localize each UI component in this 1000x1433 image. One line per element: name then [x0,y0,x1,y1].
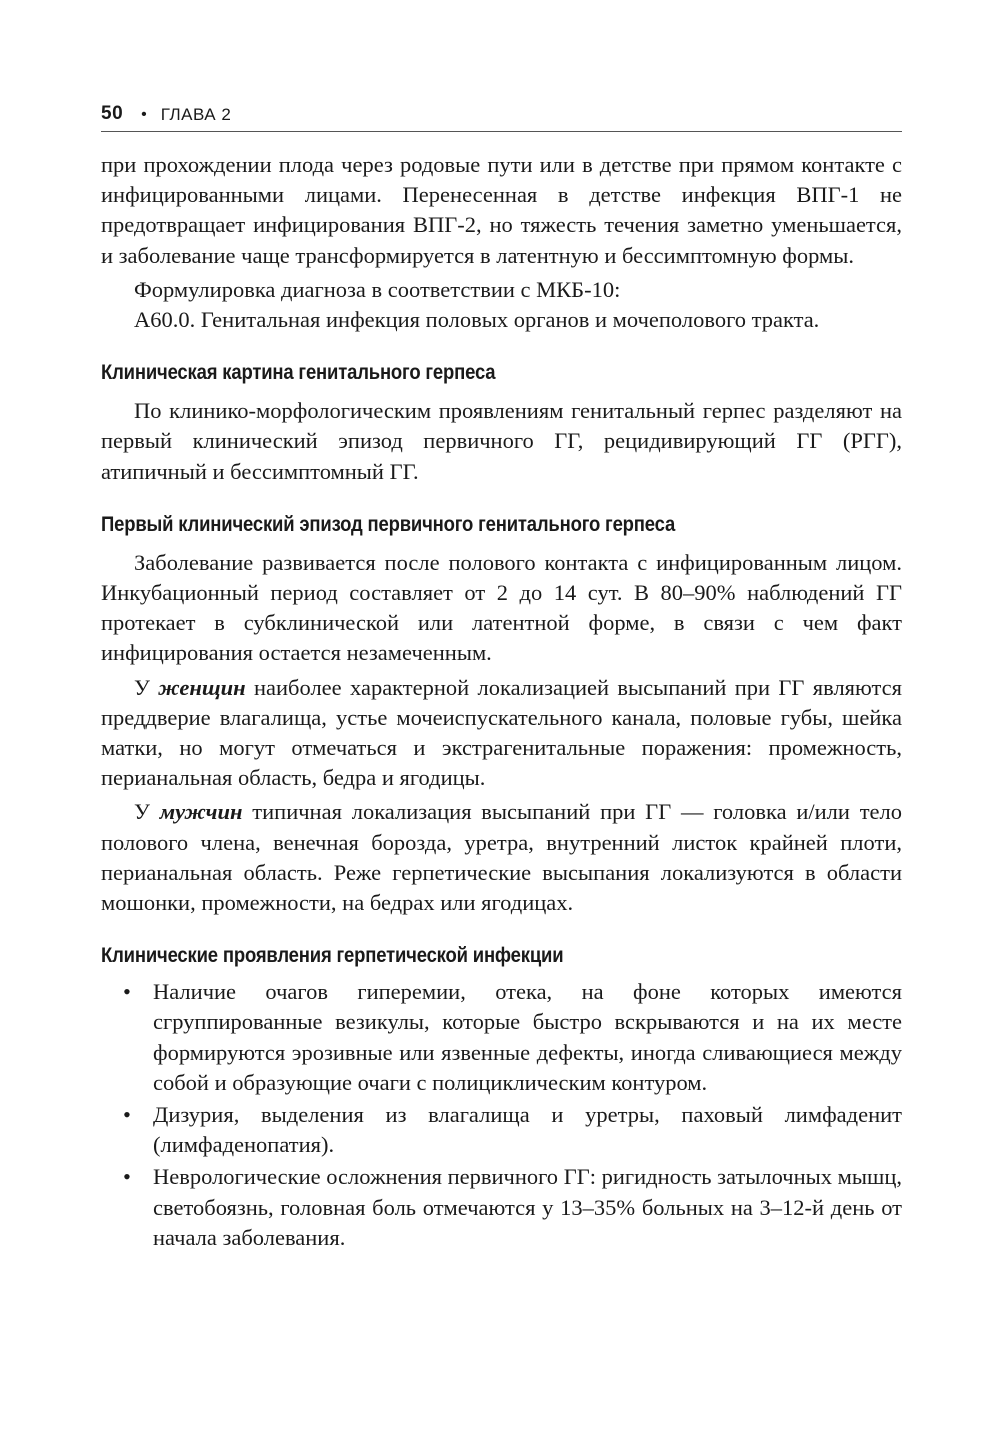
list-item [101,1100,902,1160]
intro-paragraph-1: при прохождении плода через родовые пути или в детстве при прямом контакте с инфицированными лицами. Перенесенная в детстве инфекция ВПГ-1 не предотвращает инфицирования ВПГ-2, но тяжесть течения заметно уменьшается, и заболевание чаще трансформируется в латентную и бессимптомную формы. [101,152,902,268]
list-item [101,1162,902,1253]
bullet-marker: • [123,1102,131,1128]
list-item-text: Наличие очагов гиперемии, отека, на фоне которых имеются сгруппированные везикулы, которые быстро вскрываются и на их месте формируются эрозивные или язвенные дефекты, иногда сливающиеся между собой и образующие очаги с полициклическим контуром. [153,979,902,1095]
section2-paragraph-3: У мужчин типичная локализация высыпаний при ГГ — головка и/или тело полового члена, венечная борозда, уретра, внутренний листок крайней плоти, перианальная область. Реже герпетические высыпания локализуются в области мошонки, промежности, на бедрах или ягодицах. [101,799,902,916]
chapter-title: ГЛАВА 2 [160,105,232,124]
header-separator: • [141,106,147,123]
section-heading-clinical-picture: Клиническая картина генитального герпеса [101,361,496,385]
list-item-text: Дизурия, выделения из влагалища и уретры, паховый лимфаденит (лимфаденопатия). [153,1102,902,1158]
page-body [101,150,902,1255]
bullet-marker: • [123,1164,131,1190]
bullet-marker: • [123,979,131,1005]
list-item-text: Неврологические осложнения первичного ГГ: ригидность затылочных мышц, светобоязнь, головная боль отмечаются у 13–35% больных на 3–12-й день от начала заболевания. [153,1164,902,1250]
intro-paragraph-3: А60.0. Генитальная инфекция половых органов и мочеполового тракта. [134,307,820,333]
list-item [101,977,902,1098]
section-heading-first-episode: Первый клинический эпизод первичного генитального герпеса [101,512,676,536]
section1-paragraph-1: По клинико-морфологическим проявлениям генитальный герпес разделяют на первый клинический эпизод первичного ГГ, рецидивирующий ГГ (РГГ), атипичный и бессимптомный ГГ. [101,398,902,484]
page-number: 50 [101,103,124,124]
emphasis-men: мужчин [159,799,243,825]
section-heading-manifestations: Клинические проявления герпетической инфекции [101,944,564,968]
intro-paragraph-2: Формулировка диагноза в соответствии с МКБ-10: [134,276,621,302]
manifestations-list [101,977,902,1253]
running-head [101,96,902,132]
section2-paragraph-1: Заболевание развивается после полового контакта с инфицированным лицом. Инкубационный период составляет от 2 до 14 сут. В 80–90% наблюдений ГГ протекает в субклинической или латентной форме, в связи с чем факт инфицирования остается незамеченным. [101,549,902,666]
emphasis-women: женщин [158,674,246,700]
section2-paragraph-2: У женщин наиболее характерной локализацией высыпаний при ГГ являются преддверие влагалища, устье мочеиспускательного канала, половые губы, шейка матки, но могут отмечаться и экстрагенитальные поражения: промежность, перианальная область, бедра и ягодицы. [101,674,902,791]
